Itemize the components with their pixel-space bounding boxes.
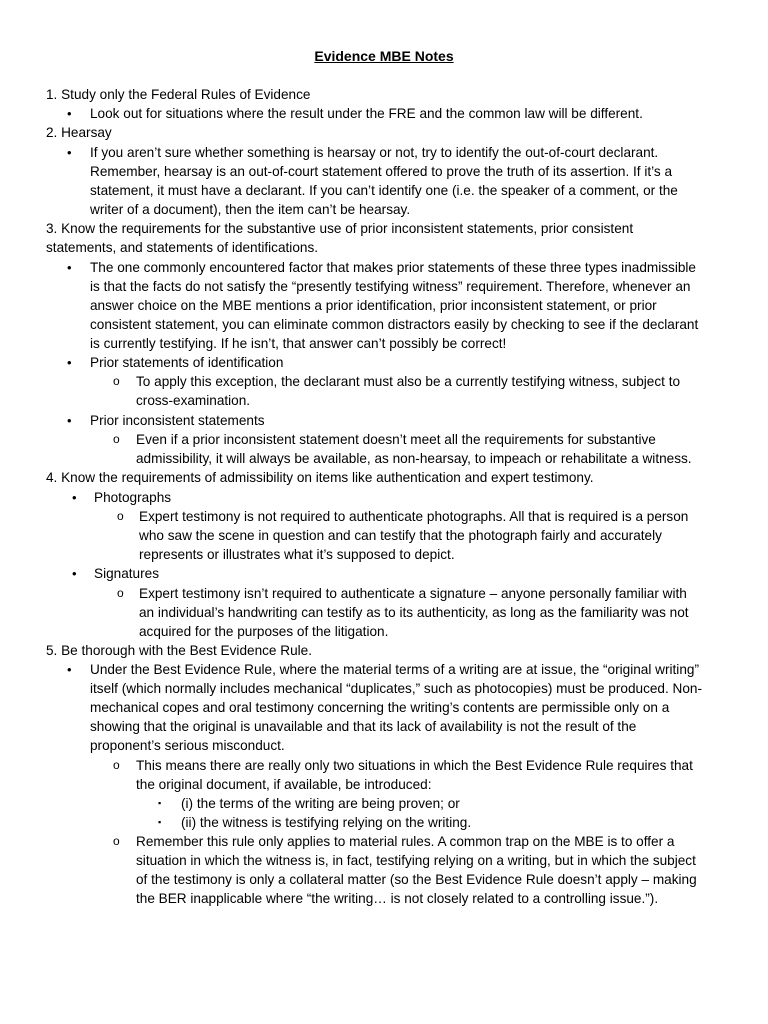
page-title: Evidence MBE Notes: [314, 48, 454, 64]
disc-bullet: •: [67, 260, 72, 275]
circle-bullet: o: [117, 586, 124, 600]
sub-bullet-text: This means there are really only two situations in which the Best Evidence Rule requires that: [136, 758, 693, 773]
bullet-text: is currently testifying. If he isn’t, that answer can’t possibly be correct!: [90, 336, 507, 351]
sub-bullet-text: cross-examination.: [136, 393, 251, 408]
bullet-text: is that the facts do not satisfy the “presently testifying witness” requirement. Therefore, whenever an: [90, 279, 691, 294]
disc-bullet: •: [67, 145, 72, 160]
bullet-text: Look out for situations where the result under the FRE and the common law will be different.: [90, 106, 643, 121]
numbered-item-1: 1. Study only the Federal Rules of Evidence: [46, 87, 311, 102]
disc-bullet: •: [67, 355, 72, 370]
bullet-text: Photographs: [94, 490, 172, 505]
sub-bullet-text: situation in which the witness is, in fact, testifying relying on a writing, but in which the subject: [136, 853, 696, 868]
bullet-text: consistent statement, you can eliminate common distractors easily by checking to see if the declarant: [90, 317, 699, 332]
sub-bullet-text: the BER inapplicable where “the writing… is not closely related to a controlling issue.”).: [136, 891, 659, 906]
disc-bullet: •: [67, 662, 72, 677]
square-bullet: ▪: [158, 798, 162, 808]
circle-bullet: o: [117, 509, 124, 523]
disc-bullet: •: [67, 106, 72, 121]
bullet-text: Prior inconsistent statements: [90, 413, 265, 428]
sub-bullet-text: Even if a prior inconsistent statement doesn’t meet all the requirements for substantive: [136, 432, 656, 447]
circle-bullet: o: [113, 758, 120, 772]
circle-bullet: o: [113, 374, 120, 388]
sub-bullet-text: admissibility, it will always be available, as non-hearsay, to impeach or rehabilitate a witness.: [136, 451, 692, 466]
sub-bullet-text: acquired for the purposes of the litigation.: [139, 624, 389, 639]
numbered-item-2: 2. Hearsay: [46, 125, 112, 140]
disc-bullet: •: [72, 490, 77, 505]
sub-bullet-text: represents or illustrates what it’s supposed to depict.: [139, 547, 455, 562]
bullet-text: mechanical copes and oral testimony concerning the writing’s contents are permissible only on a: [90, 700, 670, 715]
bullet-text: If you aren’t sure whether something is hearsay or not, try to identify the out-of-court declarant.: [90, 145, 659, 160]
numbered-item-3: 3. Know the requirements for the substantive use of prior inconsistent statements, prior consistent: [46, 221, 634, 236]
sub-sub-bullet-text: (ii) the witness is testifying relying on the writing.: [181, 815, 472, 830]
sub-bullet-text: who saw the scene in question and can testify that the photograph fairly and accurately: [139, 528, 662, 543]
bullet-text: Prior statements of identification: [90, 355, 284, 370]
numbered-item-5: 5. Be thorough with the Best Evidence Rule.: [46, 643, 312, 658]
sub-bullet-text: the original document, if available, be introduced:: [136, 777, 432, 792]
sub-bullet-text: Expert testimony is not required to authenticate photographs. All that is required is a person: [139, 509, 689, 524]
circle-bullet: o: [113, 432, 120, 446]
sub-bullet-text: of the testimony is only a collateral matter (so the Best Evidence Rule doesn’t apply – making: [136, 872, 697, 887]
bullet-text: itself (which normally includes mechanical “duplicates,” such as photocopies) must be produced. Non-: [90, 681, 703, 696]
sub-bullet-text: Remember this rule only applies to material rules. A common trap on the MBE is to offer a: [136, 834, 675, 849]
sub-bullet-text: an individual’s handwriting can testify as to its authenticity, as long as the familiarity was not: [139, 605, 689, 620]
bullet-text: The one commonly encountered factor that makes prior statements of these three types inadmissible: [90, 260, 696, 275]
circle-bullet: o: [113, 834, 120, 848]
disc-bullet: •: [67, 413, 72, 428]
bullet-text: statement, it must have a declarant. If you can’t identify one (i.e. the speaker of a comment, or the: [90, 183, 678, 198]
disc-bullet: •: [72, 566, 77, 581]
bullet-text: Remember, hearsay is an out-of-court statement offered to prove the truth of its assertion. If it’s a: [90, 164, 673, 179]
square-bullet: ▪: [158, 817, 162, 827]
bullet-text: proponent’s serious misconduct.: [90, 738, 285, 753]
bullet-text: answer choice on the MBE mentions a prior identification, prior inconsistent statement, or prior: [90, 298, 657, 313]
sub-bullet-text: Expert testimony isn’t required to authenticate a signature – anyone personally familiar with: [139, 586, 687, 601]
numbered-item-3-cont: statements, and statements of identifications.: [46, 240, 319, 255]
bullet-text: Under the Best Evidence Rule, where the material terms of a writing are at issue, the “original writing”: [90, 662, 699, 677]
bullet-text: Signatures: [94, 566, 159, 581]
numbered-item-4: 4. Know the requirements of admissibility on items like authentication and expert testimony.: [46, 470, 594, 485]
sub-bullet-text: To apply this exception, the declarant must also be a currently testifying witness, subject to: [136, 374, 681, 389]
bullet-text: showing that the original is unavailable and that its lack of availability is not the result of the: [90, 719, 637, 734]
sub-sub-bullet-text: (i) the terms of the writing are being proven; or: [181, 796, 460, 811]
bullet-text: writer of a document), then the item can’t be hearsay.: [90, 202, 411, 217]
